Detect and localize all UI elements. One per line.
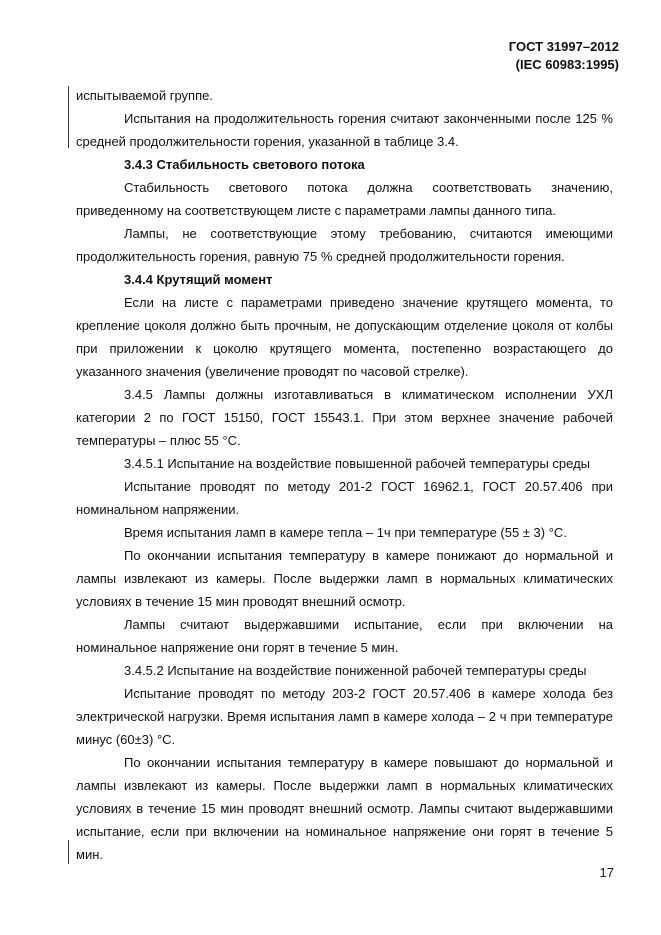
iec-reference: (IEC 60983:1995) — [515, 57, 619, 72]
paragraph: Лампы считают выдержавшими испытание, если при включении на номинальное напряжение они горят в течение 5 мин. — [76, 617, 613, 655]
paragraph: Испытание проводят по методу 201-2 ГОСТ 16962.1, ГОСТ 20.57.406 при номинальном напряжении. — [76, 479, 613, 517]
change-bar — [68, 86, 69, 148]
section-heading: 3.4.3 Стабильность светового потока — [124, 157, 365, 172]
paragraph: По окончании испытания температуру в камере понижают до нормальной и лампы извлекают из камеры. После выдержки ламп в нормальных климатических условиях в течение 15 мин проводят внешний осмотр. — [76, 548, 613, 609]
standard-number: ГОСТ 31997–2012 — [508, 39, 619, 54]
paragraph: Стабильность светового потока должна соответствовать значению, приведенному на соответствующем листе с параметрами лампы данного типа. — [76, 180, 613, 218]
change-bar — [68, 840, 69, 864]
paragraph: Испытание проводят по методу 203-2 ГОСТ 20.57.406 в камере холода без электрической нагрузки. Время испытания ламп в камере холода – 2 ч при температуре минус (60±3) °С. — [76, 686, 613, 747]
paragraph: Лампы, не соответствующие этому требованию, считаются имеющими продолжительность горения, равную 75 % средней продолжительности горения. — [76, 226, 613, 264]
subsection-title: 3.4.5.2 Испытание на воздействие пониженной рабочей температуры среды — [124, 663, 587, 678]
document-header — [509, 38, 619, 74]
paragraph: испытываемой группе. — [76, 88, 213, 103]
paragraph: Если на листе с параметрами приведено значение крутящего момента, то крепление цоколя должно быть прочным, не допускающим отделение цоколя от колбы при приложении к цоколю крутящего момента, постепенно возрастающего до указанного значения (увеличение проводят по часовой стрелке). — [76, 295, 613, 379]
document-body — [76, 84, 613, 866]
page-number: 17 — [599, 865, 614, 880]
paragraph: 3.4.5 Лампы должны изготавливаться в климатическом исполнении УХЛ категории 2 по ГОСТ 15150, ГОСТ 15543.1. При этом верхнее значение рабочей температуры – плюс 55 °С. — [76, 387, 613, 448]
paragraph: Испытания на продолжительность горения считают законченными после 125 % средней продолжительности горения, указанной в таблице 3.4. — [76, 111, 613, 149]
paragraph: По окончании испытания температуру в камере повышают до нормальной и лампы извлекают из камеры. После выдержки ламп в нормальных климатических условиях в течение 15 мин проводят внешний осмотр. Лампы считают выдержавшими испытание, если при включении на номинальное напряжение они горят в течение 5 мин. — [76, 755, 613, 862]
subsection-title: 3.4.5.1 Испытание на воздействие повышенной рабочей температуры среды — [124, 456, 591, 471]
section-heading: 3.4.4 Крутящий момент — [124, 272, 273, 287]
paragraph: Время испытания ламп в камере тепла – 1ч при температуре (55 ± 3) °С. — [124, 525, 567, 540]
